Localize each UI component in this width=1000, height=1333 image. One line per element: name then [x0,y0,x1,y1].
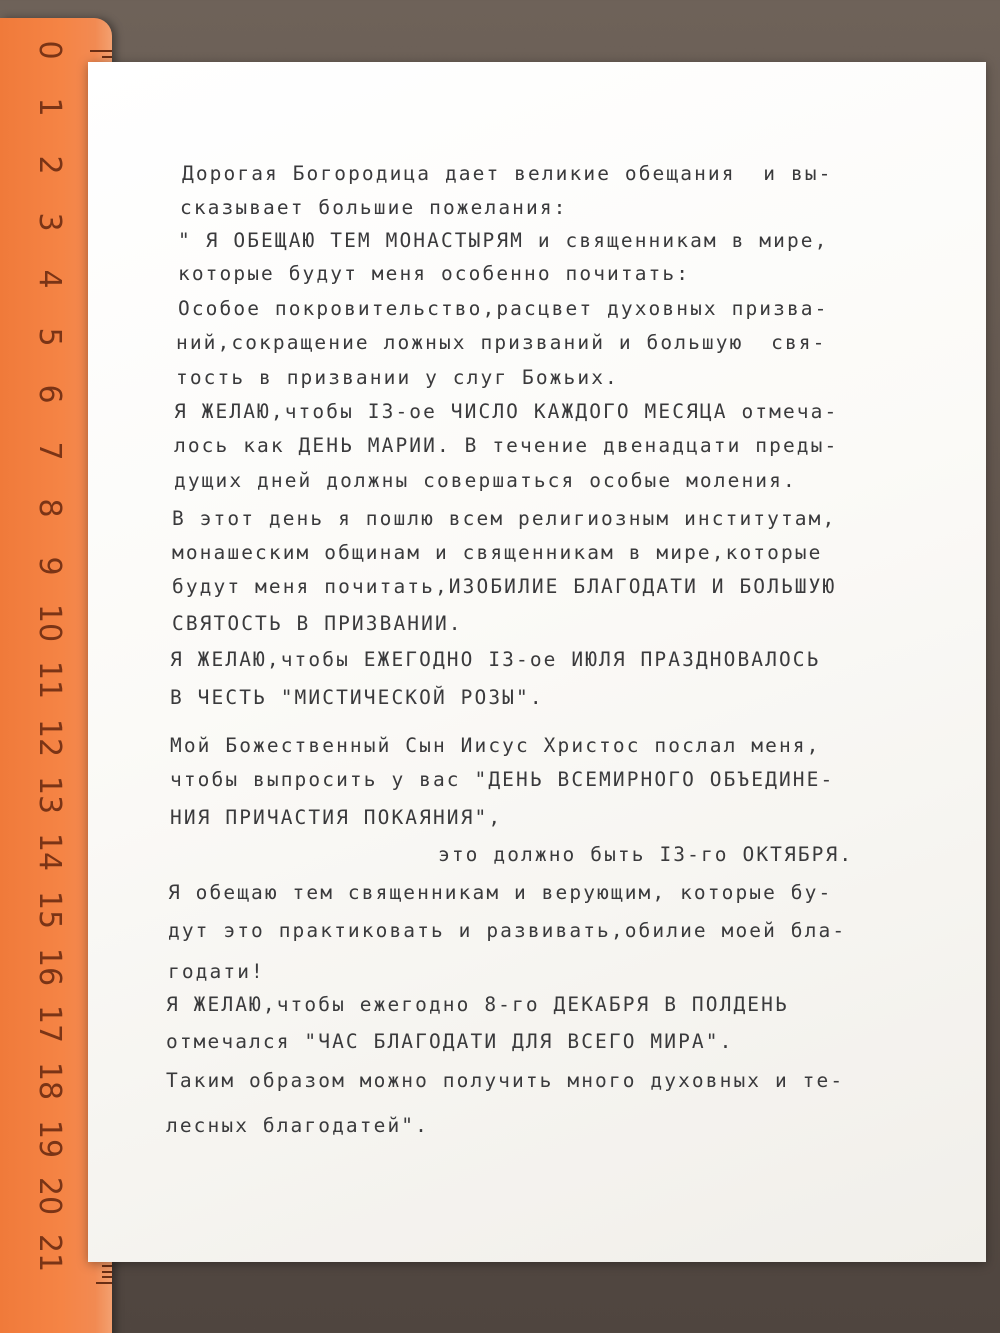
ruler-number: 11 [32,661,67,700]
letter-text-line: монашеским общинам и священникам в мире,которые [172,541,823,564]
letter-text-line: Дорогая Богородица дает великие обещания и вы- [182,162,833,185]
letter-text-line: " Я ОБЕЩАЮ ТЕМ МОНАСТЫРЯМ и священникам в мире, [178,229,829,252]
ruler-tick [90,50,112,52]
letter-text-line: Мой Божественный Сын Иисус Христос послал меня, [170,734,821,757]
letter-text-line: СВЯТОСТЬ В ПРИЗВАНИИ. [172,612,463,635]
ruler-tick [102,56,112,58]
letter-text-line: тость в призвании у слуг Божьих. [176,366,619,389]
letter-text-line: сказывает большие пожелания: [180,196,568,219]
ruler-number: 12 [32,718,67,757]
ruler-number: 2 [32,155,67,175]
ruler-tick [102,1265,112,1267]
letter-text-line: будут меня почитать,ИЗОБИЛИЕ БЛАГОДАТИ И БОЛЬШУЮ [172,575,837,598]
letter-text-line: лось как ДЕНЬ МАРИИ. В течение двенадцати преды- [174,434,839,457]
ruler-number: 19 [32,1119,67,1158]
ruler-number: 7 [32,441,67,461]
ruler-tick [102,1271,112,1273]
letter-text-line: НИЯ ПРИЧАСТИЯ ПОКАЯНИЯ", [170,806,503,829]
ruler-number: 6 [32,384,67,404]
ruler-number: 5 [32,326,67,347]
letter-text-line: чтобы выпросить у вас "ДЕНЬ ВСЕМИРНОГО ОБЪЕДИНЕ- [170,768,835,791]
typed-letter-sheet [88,62,986,1262]
ruler-number: 9 [32,556,67,576]
letter-text-line: это должно быть I3-го ОКТЯБРЯ. [438,843,854,866]
letter-text-line: В ЧЕСТЬ "МИСТИЧЕСКОЙ РОЗЫ". [170,686,544,709]
letter-text-line: Я ЖЕЛАЮ,чтобы ЕЖЕГОДНО I3-ое ИЮЛЯ ПРАЗДНОВАЛОСЬ [170,648,821,671]
ruler-number: 1 [32,97,67,117]
letter-text-line: лесных благодатей". [166,1114,429,1137]
letter-text-line: В этот день я пошлю всем религиозным институтам, [172,507,837,530]
ruler-number: 20 [32,1176,67,1216]
letter-text-line: Особое покровительство,расцвет духовных призва- [178,297,829,320]
letter-text-line: Я ЖЕЛАЮ,чтобы I3-ое ЧИСЛО КАЖДОГО МЕСЯЦА отмеча- [174,400,839,423]
ruler-number: 15 [32,890,67,929]
letter-text-line: ний,сокращение ложных призваний и большую свя- [176,331,827,354]
ruler-number: 17 [32,1005,67,1044]
letter-text-line: дущих дней должны совершаться особые моления. [174,469,797,492]
ruler-tick [96,1282,112,1284]
ruler-number: 21 [32,1234,67,1273]
letter-text-line: Я ЖЕЛАЮ,чтобы ежегодно 8-го ДЕКАБРЯ В ПОЛДЕНЬ [166,993,789,1016]
ruler-number: 0 [32,40,67,60]
letter-text-line: отмечался "ЧАС БЛАГОДАТИ ДЛЯ ВСЕГО МИРА". [166,1030,734,1053]
ruler-number: 14 [32,833,67,872]
ruler-number: 18 [32,1062,67,1101]
letter-text-line: Я обещаю тем священникам и верующим, которые бу- [168,881,833,904]
ruler-number: 10 [32,603,67,643]
letter-text-line: Таким образом можно получить много духовных и те- [166,1069,845,1092]
ruler-number: 8 [32,498,67,518]
ruler-number: 4 [32,269,67,289]
ruler-number: 16 [32,947,67,986]
letter-text-line: которые будут меня особенно почитать: [178,262,691,285]
letter-text-line: дут это практиковать и развивать,обилие моей бла- [168,919,847,942]
ruler-number: 13 [32,775,67,814]
ruler-tick [102,1276,112,1278]
letter-text-line: годати! [168,960,265,983]
ruler-number: 3 [32,212,67,232]
